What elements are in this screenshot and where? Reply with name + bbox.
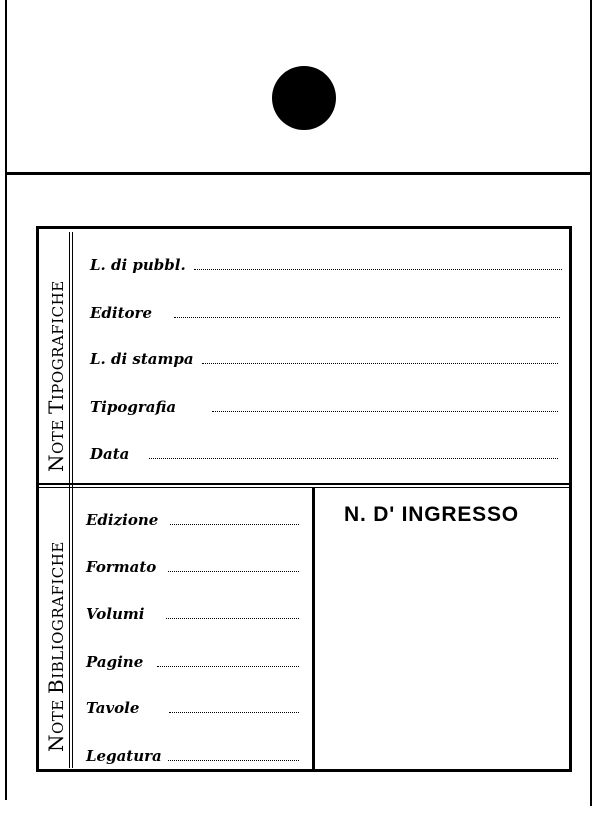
column-divider	[312, 488, 315, 769]
title-initial: N	[44, 454, 68, 472]
card-edge-right	[590, 0, 592, 806]
field-label: Edizione	[86, 511, 159, 529]
field-label: Data	[90, 445, 130, 463]
field-label: Volumi	[86, 605, 145, 623]
field-label: L. di stampa	[90, 350, 194, 368]
fold-line	[7, 172, 590, 175]
fill-line	[202, 362, 558, 364]
field-tipografia[interactable]	[90, 394, 558, 416]
field-tavole[interactable]	[86, 695, 299, 717]
field-label: L. di pubbl.	[90, 256, 186, 274]
field-label: Pagine	[86, 653, 144, 671]
fill-line	[166, 617, 299, 619]
field-label: Legatura	[86, 747, 162, 765]
field-label: Tipografia	[90, 398, 177, 416]
fill-line	[174, 316, 560, 318]
field-legatura[interactable]	[86, 743, 299, 765]
title-rest-2: IBLIOGRAFICHE	[49, 541, 67, 679]
field-luogo-stampa[interactable]	[90, 346, 558, 368]
title-initial-2: T	[44, 400, 68, 414]
section-divider	[39, 483, 569, 485]
title-rest-2: IPOGRAFICHE	[49, 280, 67, 401]
title-rest: OTE	[49, 693, 67, 734]
field-edizione[interactable]	[86, 507, 299, 529]
fill-line	[170, 523, 299, 525]
field-label: Formato	[86, 558, 157, 576]
fill-line	[157, 665, 299, 667]
field-editore[interactable]	[90, 300, 560, 322]
fill-line	[168, 759, 299, 761]
field-data[interactable]	[90, 441, 558, 463]
label-column-rule	[69, 232, 70, 768]
field-label: Tavole	[86, 699, 140, 717]
fill-line	[194, 268, 562, 270]
fill-line	[169, 711, 299, 713]
field-volumi[interactable]	[86, 601, 299, 623]
ingresso-label: N. D' INGRESSO	[344, 503, 519, 526]
field-formato[interactable]	[86, 554, 299, 576]
card-edge-left	[5, 0, 7, 800]
field-luogo-pubblicazione[interactable]	[90, 252, 562, 274]
punch-hole	[272, 66, 336, 130]
fill-line	[212, 410, 558, 412]
title-initial: N	[44, 734, 68, 752]
section-title-bibliografiche	[44, 541, 68, 752]
section-divider-2	[39, 487, 569, 488]
field-pagine[interactable]	[86, 649, 299, 671]
title-initial-2: B	[44, 678, 68, 694]
title-rest: OTE	[49, 413, 67, 454]
field-label: Editore	[90, 304, 152, 322]
fill-line	[168, 570, 299, 572]
section-title-tipografiche	[44, 280, 68, 472]
label-column-rule-2	[72, 232, 73, 768]
fill-line	[149, 457, 558, 459]
